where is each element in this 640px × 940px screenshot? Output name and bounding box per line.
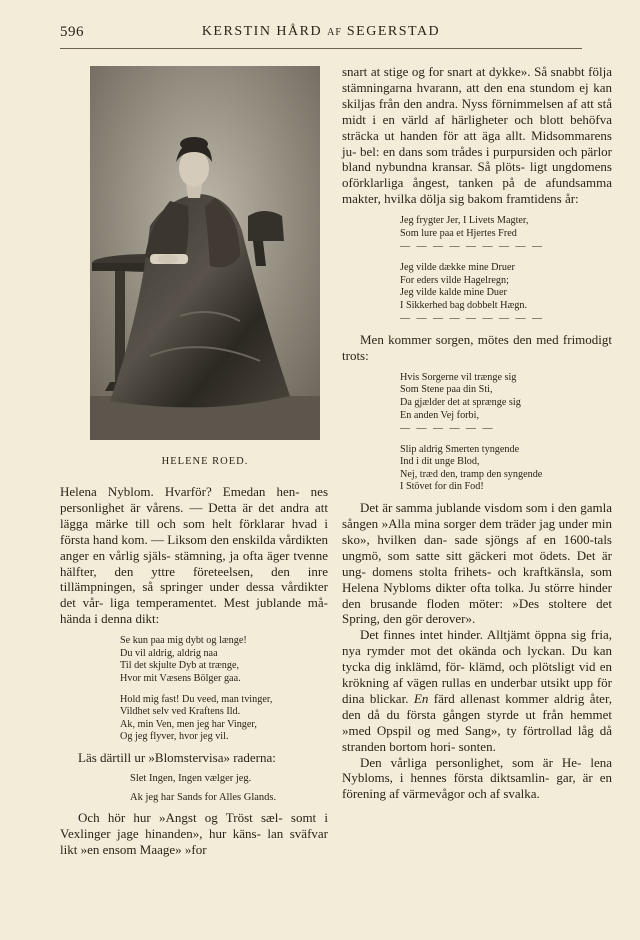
text-line: pärlor bland nybundna kransar. Så plöts- xyxy=(342,143,613,175)
text-fragment: dina blickar. xyxy=(342,690,409,706)
text-line: stämning, ja ofta äger tvenne hälfter, den xyxy=(60,547,329,579)
emphasized-word: En xyxy=(413,690,429,706)
text-line: frimodigt trots: xyxy=(342,331,613,363)
poem-jeg-frygter-jer xyxy=(342,215,612,326)
poem-stanza xyxy=(400,215,612,254)
text-line: snabbt följa stämningarna hvarann, att den xyxy=(342,64,613,95)
left-paragraph-2 xyxy=(60,750,328,766)
verse-line: For eders vilde Hagelregn; xyxy=(400,274,509,286)
verse-ellipsis-dashes: — — — — — — xyxy=(400,423,495,435)
text-line: den gamla sången »Alla mina sorger dem xyxy=(342,500,612,531)
text-line: på de afundsamma makter, hvilka dölja xyxy=(342,175,613,207)
page-number: 596 xyxy=(60,24,84,40)
poem-stanza xyxy=(120,694,328,744)
verse-line: Til det skjulte Dyb at trænge, xyxy=(120,660,240,672)
poem-stanza xyxy=(400,262,612,326)
text-line: bel: en dans som trådes i purpursiden och xyxy=(359,143,578,159)
running-title-small: AF xyxy=(327,27,342,38)
text-line: gar, är en förening af värmevågor och af xyxy=(342,770,612,802)
poem-stanza xyxy=(400,444,612,494)
left-column xyxy=(60,484,328,858)
portrait-illustration xyxy=(90,66,320,440)
portrait-caption: HELENE ROED. xyxy=(161,456,249,467)
text-line: Men kommer sorgen, mötes den med xyxy=(360,331,559,347)
text-line: den enskilda vårdikten anger en vårlig själs- xyxy=(60,531,328,563)
verse-line: Hvis Sorgerne vil trænge sig xyxy=(400,371,517,383)
text-line: träder jag under min sko», hvilken dan- xyxy=(342,515,612,547)
verse-line: Se kun paa mig dybt og længe! xyxy=(120,635,247,647)
text-fragment: färd allenast kommer xyxy=(433,690,549,706)
right-column xyxy=(342,64,612,802)
verse-line: En anden Vej forbi, xyxy=(400,409,480,421)
verse-line: Da gjælder det at sprænge sig xyxy=(400,396,521,408)
text-line: förklarar hvad i första hand kom. — Liksom xyxy=(60,515,328,547)
portrait-photo xyxy=(90,66,320,440)
left-paragraph-1 xyxy=(60,484,328,627)
text-line: svalka. xyxy=(503,786,540,802)
text-line: klämd, och plötsligt vid en krökning af xyxy=(342,659,612,691)
text-line: sig fria, nya rymder mot det okända och xyxy=(342,627,612,659)
text-line: sig bakom framtidens år: xyxy=(449,191,579,207)
text-line: Och hör hur »Angst og Tröst sæl- xyxy=(78,809,283,825)
verse-line: Som lure paa et Hjertes Fred xyxy=(400,227,517,239)
verse-line: Ak, min Ven, men jeg har Vinger, xyxy=(120,718,257,730)
text-line: ty förtrollad låg då stranden bortom hori- xyxy=(342,722,613,754)
text-line: lyckan. Du kan tycka dig inklämd, för- xyxy=(342,643,613,675)
running-title xyxy=(60,24,582,40)
text-line: somt i Vexlinger jage hinanden», hur käns- xyxy=(60,809,329,841)
right-paragraph-1 xyxy=(342,64,612,207)
verse-line: Nej, træd den, tramp den syngende xyxy=(400,468,543,480)
verse-quote-2: Ak jeg har Sands for Alles Glands. xyxy=(130,791,277,803)
verse-line: Ind i dit unge Blod, xyxy=(400,456,480,468)
text-line: stoltere det Spring, den gör derover». xyxy=(342,595,613,627)
text-line: ena stundom ej kan skiljas från den andra. xyxy=(342,79,612,111)
text-line: Helena Nybloms dikter ofta tolka. Ju större xyxy=(342,579,575,595)
text-line: hinder den brusande floden möter: »Des xyxy=(342,579,612,611)
text-line: Läs därtill ur »Blomstervisa» raderna: xyxy=(78,749,276,765)
verse-line: Jeg vilde dække mine Druer xyxy=(400,261,515,273)
text-line: liga temperamentet. Mest jublande må- xyxy=(110,595,328,611)
verse-line: Og jeg flyver, hvor jeg vil. xyxy=(120,731,229,743)
text-line: af härligheter och blott behöfva sträcka ut xyxy=(342,111,612,143)
verse-line: Slip aldrig Smerten tyngende xyxy=(400,443,520,455)
text-line: handen för att äga allt. Midsommarens ju- xyxy=(342,127,612,159)
running-title-end: SEGERSTAD xyxy=(346,24,441,39)
poem-stanza xyxy=(120,635,328,685)
text-line: lan sväfvar likt »en ensom Maage» »for xyxy=(60,825,329,857)
verse-line: I Sikkerhed bag dobbelt Hægn. xyxy=(400,299,528,311)
text-line: hända i denna dikt: xyxy=(60,611,160,627)
right-paragraph-2 xyxy=(342,332,612,364)
text-line: aldrig åter, den då du första gången styrde xyxy=(342,690,613,722)
text-line: så springer under dessa vårdikter det vår- xyxy=(60,579,329,611)
right-paragraph-4 xyxy=(342,627,612,754)
verse-line: Du vil aldrig, aldrig naa xyxy=(120,647,218,659)
text-line: sonten. xyxy=(458,738,496,754)
poem-stanza xyxy=(400,372,612,436)
text-line: Nyss förnimmelsen af att stå midt i en värld xyxy=(342,95,613,127)
text-line: lena Nybloms, i hennes första diktsamlin- xyxy=(342,754,612,786)
text-line: Det finnes intet hinder. Alltjämt öppna xyxy=(360,627,567,643)
left-paragraph-3 xyxy=(60,810,328,858)
right-paragraph-5 xyxy=(342,755,612,803)
text-line: ut från hemmet »med Opspil og med Sang», xyxy=(342,706,612,738)
verse-line: Hold mig fast! Du veed, man tvinger, xyxy=(120,693,273,705)
verse-line: Vildhet selv ved Kraftens Ild. xyxy=(120,706,241,718)
text-line: sade sjöngs af en 1600-tals ungmö, som xyxy=(342,531,612,563)
text-line: ligt ungdomens oförklarliga ångest, tanken xyxy=(342,159,612,191)
poem-se-kun-paa-mig xyxy=(60,635,328,744)
verse-line: Jeg vilde kalde mine Duer xyxy=(400,287,507,299)
verse-quote-1: Slet Ingen, Ingen vælger jeg. xyxy=(130,772,252,784)
verse-ellipsis-dashes: — — — — — — — — — xyxy=(400,313,544,325)
text-line: yttre företeelsen, den inre tillämpningen, xyxy=(60,563,329,595)
text-line: vägen rullas en underbar utsikt upp för xyxy=(406,675,612,691)
running-title-main: KERSTIN HÅRD xyxy=(201,24,323,39)
text-line: satte sitt gäckeri mot ödets. Det är ung- xyxy=(342,547,612,579)
text-line: domens stolta frihets- och kraftkänsla, som xyxy=(372,563,613,579)
verse-line: Jeg frygter Jer, I Livets Magter, xyxy=(400,215,529,227)
text-line: Det är samma jublande visdom som i xyxy=(360,500,555,516)
verse-line: Hvor mit Væsens Bölger gaa. xyxy=(120,672,241,684)
text-line: snart at stige og for snart at dykke». Så xyxy=(342,64,548,79)
verse-line: Som Stene paa din Sti, xyxy=(400,384,493,396)
verse-line: I Stövet for din Fod! xyxy=(400,481,484,493)
text-line: Den vårliga personlighet, som är He- xyxy=(360,754,582,770)
right-paragraph-3 xyxy=(342,500,612,627)
text-line: andra att lägga märke till och som helt xyxy=(60,499,328,531)
text-line: nes personlighet är vårens. — Detta är det xyxy=(60,484,329,515)
running-header xyxy=(60,24,582,49)
poem-hvis-sorgerne xyxy=(342,372,612,494)
verse-ellipsis-dashes: — — — — — — — — — xyxy=(400,241,544,253)
text-line: Helena Nyblom. Hvarför? Emedan hen- xyxy=(60,484,300,499)
